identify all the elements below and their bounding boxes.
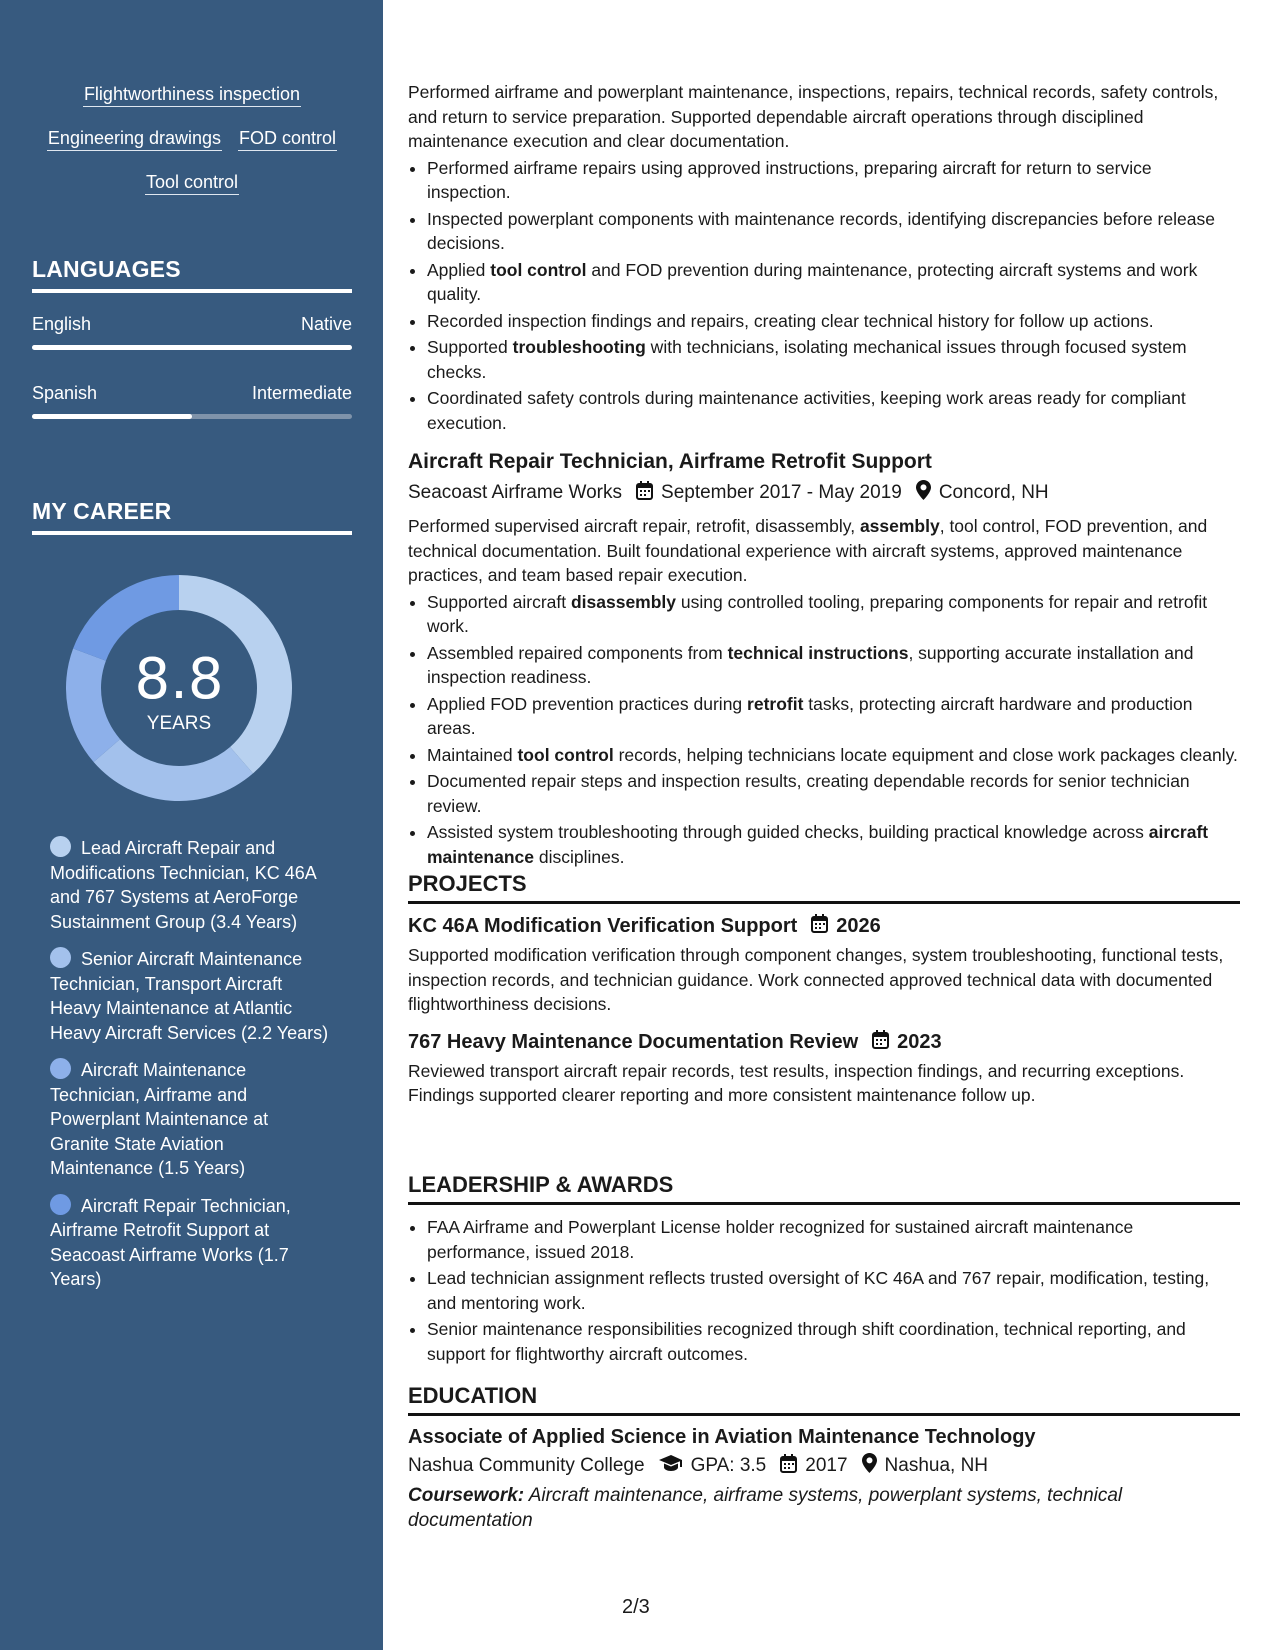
- career-list: [50, 836, 330, 1305]
- language-bar: [32, 414, 352, 419]
- career-heading: MY CAREER: [32, 498, 352, 535]
- job-location: Concord, NH: [938, 482, 1049, 503]
- language-level: Intermediate: [251, 383, 352, 403]
- project-year: 2023: [897, 1030, 942, 1053]
- coursework-text: Aircraft maintenance, airframe systems, powerplant systems, technical documentation: [408, 1485, 1123, 1531]
- bullet-item: • Recorded inspection findings and repairs, creating clear technical history for follow up actions.: [427, 309, 1240, 334]
- career-item: [50, 1194, 330, 1292]
- project-description: Supported modification verification through component changes, system troubleshooting, functional tests, inspection records, and technician guidance. Work connected approved technical data with documented flightworthiness decisions.: [408, 945, 1224, 1014]
- job-title: Aircraft Repair Technician, Airframe Retrofit Support: [408, 450, 932, 473]
- calendar-icon: [872, 1030, 889, 1055]
- school-name: Nashua Community College: [408, 1455, 645, 1476]
- language-bar-fill: [32, 345, 352, 350]
- awards-section: [408, 1172, 1240, 1368]
- map-pin-icon: [862, 1453, 877, 1479]
- career-item-text: Senior Aircraft Maintenance Technician, Transport Aircraft Heavy Maintenance at Atlantic Heavy Aircraft Services (2.2 Years): [50, 949, 329, 1043]
- calendar-icon: [636, 481, 653, 506]
- bullet-item: • Performed airframe repairs using approved instructions, preparing aircraft for return to service inspection.: [427, 156, 1240, 205]
- education-section: [408, 1383, 1240, 1533]
- career-item-text: Lead Aircraft Repair and Modifications Technician, KC 46A and 767 Systems at AeroForge Sustainment Group (3.4 Years): [50, 838, 316, 932]
- career-item: [50, 836, 330, 934]
- language-level: Native: [300, 314, 352, 334]
- legend-dot-icon: [50, 1058, 71, 1079]
- job-summary: Performed supervised aircraft repair, retrofit, disassembly, assembly, tool control, FOD prevention, and technical documentation. Built foundational experience with aircraft systems, approved maintenance practices, and team based repair execution.: [408, 516, 1208, 585]
- project-name: KC 46A Modification Verification Support: [408, 915, 798, 937]
- career-unit: YEARS: [146, 713, 212, 734]
- coursework-label: Coursework:: [408, 1485, 525, 1506]
- career-total: 8.8: [134, 647, 224, 712]
- legend-dot-icon: [50, 836, 71, 857]
- bullet-item: • Applied tool control and FOD prevention during maintenance, protecting aircraft systems and work quality.: [427, 258, 1240, 307]
- language-spanish: [32, 383, 352, 419]
- graduation-year: 2017: [805, 1455, 848, 1476]
- job-meta: [408, 480, 1240, 506]
- skill-tag: Tool control: [145, 170, 239, 195]
- career-donut-chart: [66, 575, 292, 801]
- donut-segment: [94, 739, 253, 801]
- map-pin-icon: [916, 480, 931, 506]
- gpa: GPA: 3.5: [690, 1455, 767, 1476]
- skill-tag: FOD control: [238, 126, 337, 151]
- career-item-text: Aircraft Maintenance Technician, Airframe and Powerplant Maintenance at Granite State Aviation Maintenance (1.5 Years): [50, 1060, 269, 1178]
- bullet-item: • Supported aircraft disassembly using controlled tooling, preparing components for repair and retrofit work.: [427, 590, 1240, 639]
- donut-segment: [66, 649, 120, 762]
- page-number: 2/3: [622, 1596, 650, 1618]
- language-english: [32, 314, 352, 350]
- section-heading: PROJECTS: [408, 871, 1240, 904]
- project-year: 2026: [836, 915, 881, 937]
- bullet-item: • Assembled repaired components from technical instructions, supporting accurate installation and inspection readiness.: [427, 641, 1240, 690]
- calendar-icon: [780, 1454, 797, 1479]
- section-heading: EDUCATION: [408, 1383, 1240, 1416]
- legend-dot-icon: [50, 947, 71, 968]
- award-item: • FAA Airframe and Powerplant License holder recognized for sustained aircraft maintenance performance, issued 2018.: [427, 1215, 1240, 1264]
- awards-list: [408, 1215, 1240, 1366]
- section-heading: LEADERSHIP & AWARDS: [408, 1172, 1240, 1205]
- skill-tag: Flightworthiness inspection: [83, 82, 301, 107]
- job-2: [408, 450, 1240, 871]
- language-name: English: [32, 314, 92, 334]
- career-item: [50, 947, 330, 1045]
- project-title: [408, 1030, 1240, 1055]
- calendar-icon: [811, 914, 828, 939]
- award-item: • Senior maintenance responsibilities recognized through shift coordination, technical reporting, and support for flightworthy aircraft outcomes.: [427, 1317, 1240, 1366]
- main-content: [408, 0, 1240, 1650]
- coursework: [408, 1483, 1240, 1533]
- legend-dot-icon: [50, 1194, 71, 1215]
- education-meta: [408, 1453, 1240, 1479]
- bullet-item: • Applied FOD prevention practices during retrofit tasks, protecting aircraft hardware and production areas.: [427, 692, 1240, 741]
- job-bullets: [408, 156, 1240, 436]
- job-summary: Performed airframe and powerplant maintenance, inspections, repairs, technical records, safety controls, and return to service preparation. Supported dependable aircraft operations through disciplined maintenance execution and clear documentation.: [408, 82, 1219, 151]
- languages-heading: LANGUAGES: [32, 256, 352, 293]
- bullet-item: • Maintained tool control records, helping technicians locate equipment and close work packages cleanly.: [427, 743, 1240, 768]
- language-bar: [32, 345, 352, 350]
- project-description: Reviewed transport aircraft repair records, test results, inspection findings, and recurring exceptions. Findings supported clearer reporting and more consistent maintenance follow up.: [408, 1060, 1185, 1105]
- bullet-item: • Assisted system troubleshooting through guided checks, building practical knowledge across aircraft maintenance disciplines.: [427, 820, 1240, 869]
- skill-tag: Engineering drawings: [47, 126, 222, 151]
- school-location: Nashua, NH: [884, 1455, 989, 1476]
- project-name: 767 Heavy Maintenance Documentation Review: [408, 1030, 859, 1053]
- bullet-item: • Inspected powerplant components with maintenance records, identifying discrepancies before release decisions.: [427, 207, 1240, 256]
- career-item-text: Aircraft Repair Technician, Airframe Retrofit Support at Seacoast Airframe Works (1.7 Years): [50, 1195, 291, 1289]
- bullet-item: • Supported troubleshooting with technicians, isolating mechanical issues through focused system checks.: [427, 335, 1240, 384]
- bullet-item: • Coordinated safety controls during maintenance activities, keeping work areas ready for compliant execution.: [427, 386, 1240, 435]
- graduation-cap-icon: [659, 1454, 683, 1478]
- sidebar: [0, 0, 383, 1650]
- bullet-item: • Documented repair steps and inspection results, creating dependable records for senior technician review.: [427, 769, 1240, 818]
- company-name: Seacoast Airframe Works: [408, 482, 623, 503]
- projects-section: [408, 871, 1240, 1108]
- skills-list: [32, 82, 352, 214]
- job-bullets: [408, 590, 1240, 870]
- career-item: [50, 1058, 330, 1181]
- degree-title: Associate of Applied Science in Aviation Maintenance Technology: [408, 1426, 1036, 1448]
- language-name: Spanish: [32, 383, 98, 403]
- award-item: • Lead technician assignment reflects trusted oversight of KC 46A and 767 repair, modification, testing, and mentoring work.: [427, 1266, 1240, 1315]
- job-1: [408, 80, 1240, 437]
- job-dates: September 2017 - May 2019: [661, 482, 902, 503]
- language-bar-fill: [32, 414, 192, 419]
- project-title: [408, 914, 1240, 939]
